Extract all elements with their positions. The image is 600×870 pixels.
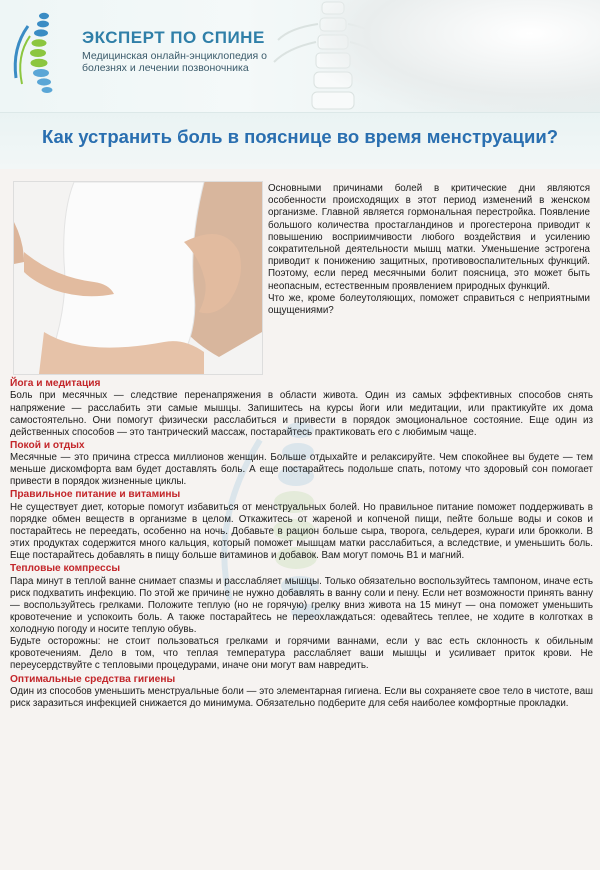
- section-heading-yoga: Йога и медитация: [10, 378, 101, 389]
- section-text-compresses-warning: Будьте осторожны: не стоит пользоваться грелками и горячими ваннами, если у вас есть склонность к обильным кровотечениям. Дело в том, что теплая температура расслабляет ваши мышцы и усиливает приток крови. Не переусердствуйте с тепловыми процедурами, иначе они могут вам навредить.: [10, 636, 593, 672]
- intro-text: [268, 183, 590, 317]
- section-text-compresses: Пара минут в теплой ванне снимает спазмы и расслабляет мышцы. Только обязательно воспользуйтесь тампоном, иначе есть риск подхватить инфекцию. По этой же причине не нужно добавлять в ванну соли и пену. Если нет возможности принять ванну — воспользуйтесь грелками. Положите теплую (но не горячую) грелку вниз живота на 15 минут — она поможет уменьшить кровотечение и успокоить боль. А также постарайтесь не переохлаждаться: одевайтесь теплее, не ходите в колготках в холодную погоду и носите теплую обувь.: [10, 575, 593, 636]
- brand-subtitle: Медицинская онлайн-энциклопедия о болезнях и лечении позвоночника: [82, 50, 267, 74]
- article-body: [10, 377, 593, 710]
- woman-back-pain-photo: [13, 181, 263, 375]
- site-header: [0, 0, 600, 112]
- section-heading-rest: Покой и отдых: [10, 439, 85, 451]
- section-text-rest: Месячные — это причина стресса миллионов женщин. Больше отдыхайте и релаксируйте. Чем спокойнее вы будете — тем меньше дискомфорта вам будет доставлять боль. А еще постарайтесь подольше спать, потому что здоровый сон помогает привести в порядок жизненные циклы.: [10, 452, 593, 488]
- intro-paragraph-2: Что же, кроме болеутоляющих, поможет справиться с неприятными ощущениями?: [268, 292, 590, 317]
- section-text-hygiene: Один из способов уменьшить менструальные боли — это элементарная гигиена. Если вы сохраняете свое тело в чистоте, ваш риск заразиться инфекцией снижается до минимума. Обязательно подберите для себя наиболее комфортные прокладки.: [10, 685, 593, 709]
- spine-logo-icon: [8, 8, 74, 96]
- section-heading-hygiene: Оптимальные средства гигиены: [10, 673, 176, 685]
- section-heading-compresses: Тепловые компрессы: [10, 563, 121, 575]
- section-heading-nutrition: Правильное питание и витамины: [10, 489, 181, 501]
- section-text-yoga: Боль при месячных — следствие перенапряжения в области живота. Один из самых эффективных способов снять напряжение — расслабить эти самые мышцы. Запишитесь на курсы йоги или медитации, или практикуйте их дома самостоятельно. Они помогут физически расслабиться и привести в порядок эмоциональное состояние. Еще один из действенных способов — это тантрический массаж, постарайтесь практиковать его с любимым чаще.: [10, 390, 593, 438]
- woman-figure-icon: [14, 182, 262, 374]
- brand-title: ЭКСПЕРТ ПО СПИНЕ: [82, 28, 265, 47]
- doctor-hand-image: [320, 0, 600, 112]
- section-text-nutrition: Не существует диет, которые помогут избавиться от менструальных болей. Но правильное питание поможет поддерживать в порядке обмен веществ в организме в целом. Откажитесь от жареной и копченой пищи, пейте больше воды и соков и постарайтесь не переедать, особенно на ночь. Добавьте в рацион больше сыра, творога, сельдерея, кураги или брокколи. В этих продуктах содержится много кальция, который поможет мышцам матки расслабиться, а вследствие, и уменьшить боль. Еще постарайтесь добавлять в пищу больше витаминов и добавок. Вам могут помочь В1 и магний.: [10, 501, 593, 562]
- intro-paragraph-1: Основными причинами болей в критические дни являются особенности происходящих в этот период изменений в женском организме. Главной является гормональная перестройка. Появление большого количества простагландинов и прогестерона приводит к повышению восприимчивости любого воздействия и усилению сократительной деятельности мышц матки. Уменьшение эстрогена приводит к понижению защитных, противовоспалительных функций. Поэтому, если перед месячными болит поясница, это может быть неопасным, естественным проявлением природных функций.: [268, 183, 590, 292]
- page-title: Как устранить боль в пояснице во время менструации?: [41, 126, 558, 147]
